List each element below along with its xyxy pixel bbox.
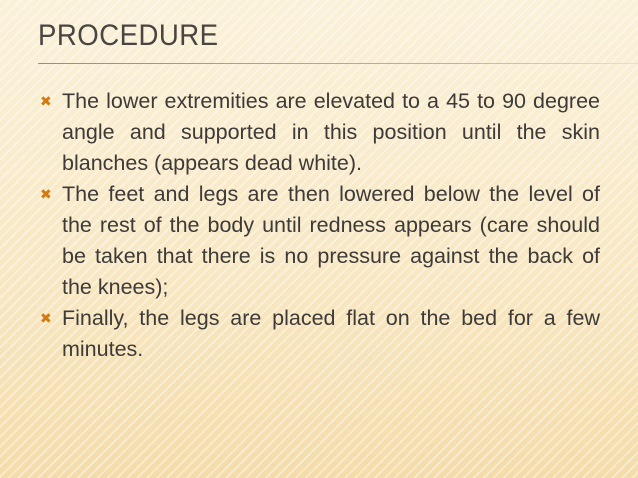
- bullet-list: [40, 86, 600, 365]
- bullet-item: [40, 303, 600, 365]
- x-mark-icon: ✖: [40, 93, 52, 109]
- bullet-text: The lower extremities are elevated to a 45 to 90 degree angle and supported in this position until the skin blanches (appears dead white).: [62, 89, 600, 175]
- slide-title: PROCEDURE: [38, 19, 219, 52]
- bullet-text: The feet and legs are then lowered below the level of the rest of the body until redness appears (care should be taken that there is no pressure against the back of the knees);: [62, 182, 600, 299]
- bullet-item: [40, 179, 600, 303]
- bullet-text: Finally, the legs are placed flat on the bed for a few minutes.: [62, 306, 600, 361]
- x-mark-icon: ✖: [40, 186, 52, 202]
- x-mark-icon: ✖: [40, 310, 52, 326]
- title-underline: [38, 63, 638, 64]
- bullet-item: [40, 86, 600, 179]
